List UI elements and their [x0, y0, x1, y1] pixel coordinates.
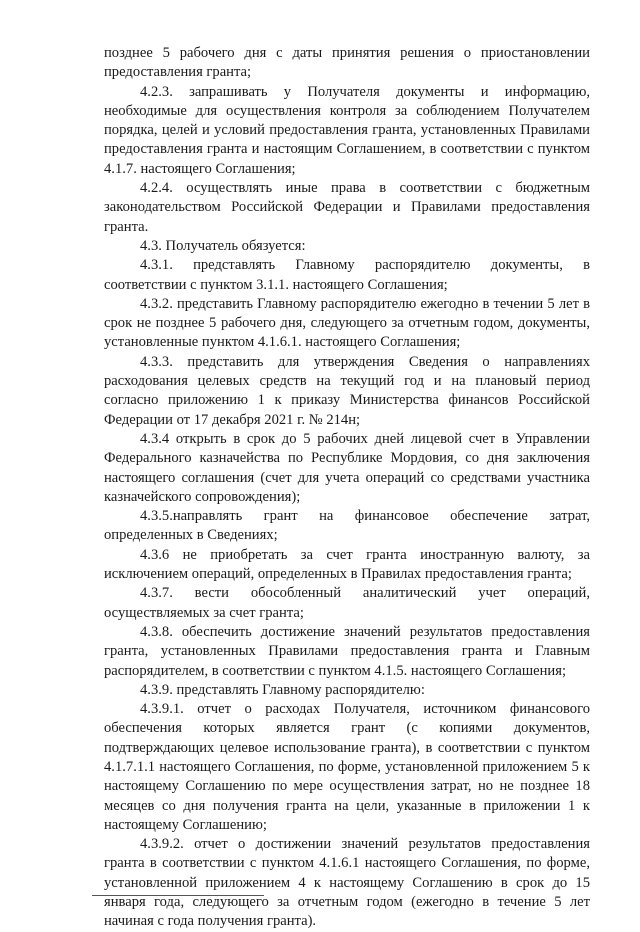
paragraph-4-3: 4.3. Получатель обязуется:	[140, 237, 306, 254]
footnote-separator-line	[92, 895, 264, 896]
paragraph-intro-continued: позднее 5 рабочего дня с даты принятия решения о приостановлении предоставления гранта;	[104, 45, 590, 81]
paragraph-4-3-9-2: 4.3.9.2. отчет о достижении значений результатов предоставления гранта в соответствии с пунктом 4.1.6.1 настоящего Соглашения, по форме, установленной приложением 4 к настоящему Соглашению в срок до 15 января года, следующего за отчетным годом (ежегодно в течение 5 лет начиная с года получения гранта).	[104, 836, 590, 930]
paragraph-4-2-4: 4.2.4. осуществлять иные права в соответствии с бюджетным законодательством Российской Федерации и Правилами предоставления гранта.	[104, 180, 590, 235]
paragraph-4-3-5: 4.3.5.направлять грант на финансовое обеспечение затрат, определенных в Сведениях;	[104, 508, 590, 544]
paragraph-4-3-1: 4.3.1. представлять Главному распорядителю документы, в соответствии с пунктом 3.1.1. настоящего Соглашения;	[104, 257, 590, 293]
paragraph-4-3-8: 4.3.8. обеспечить достижение значений результатов предоставления гранта, установленных Правилами предоставления гранта и Главным распорядителем, в соответствии с пунктом 4.1.5. настоящего Соглашения;	[104, 623, 590, 679]
paragraph-4-3-9-1: 4.3.9.1. отчет о расходах Получателя, источником финансового обеспечения которых является грант (с копиями документов, подтверждающих целевое использование гранта), в соответствии с пунктом 4.1.7.1.1 настоящего Соглашения, по форме, установленной приложением 5 к настоящему Соглашению по мере осуществления затрат, но не позднее 18 месяцев со дня получения гранта на цели, указанные в приложении 1 к настоящему Соглашению;	[104, 701, 590, 833]
paragraph-4-3-9: 4.3.9. представлять Главному распорядителю:	[140, 681, 425, 698]
paragraph-4-3-3: 4.3.3. представить для утверждения Сведения о направлениях расходования целевых средств на текущий год и на плановый период согласно приложению 1 к приказу Министерства финансов Российской Федерации от 17 декабря 2021 г. № 214н;	[104, 353, 590, 428]
paragraph-4-3-7: 4.3.7. вести обособленный аналитический учет операций, осуществляемых за счет гранта;	[104, 585, 590, 621]
paragraph-4-2-3: 4.2.3. запрашивать у Получателя документы и информацию, необходимые для осуществления контроля за соблюдением Получателем порядка, целей и условий предоставления гранта, установленных Правилами предоставления гранта и настоящим Соглашением, в соответствии с пунктом 4.1.7. настоящего Соглашения;	[104, 83, 590, 177]
paragraph-4-3-6: 4.3.6 не приобретать за счет гранта иностранную валюту, за исключением операций, определенных в Правилах предоставления гранта;	[104, 546, 590, 583]
paragraph-4-3-4: 4.3.4 открыть в срок до 5 рабочих дней лицевой счет в Управлении Федерального казначейства по Республике Мордовия, со дня заключения настоящего соглашения (счет для учета операций со средствами участника казначейского сопровождения);	[104, 430, 590, 505]
document-body	[104, 44, 590, 932]
paragraph-4-3-2: 4.3.2. представить Главному распорядителю ежегодно в течении 5 лет в срок не позднее 5 рабочего дня, следующего за отчетным годом, документы, установленные пунктом 4.1.6.1. настоящего Соглашения;	[104, 295, 590, 351]
